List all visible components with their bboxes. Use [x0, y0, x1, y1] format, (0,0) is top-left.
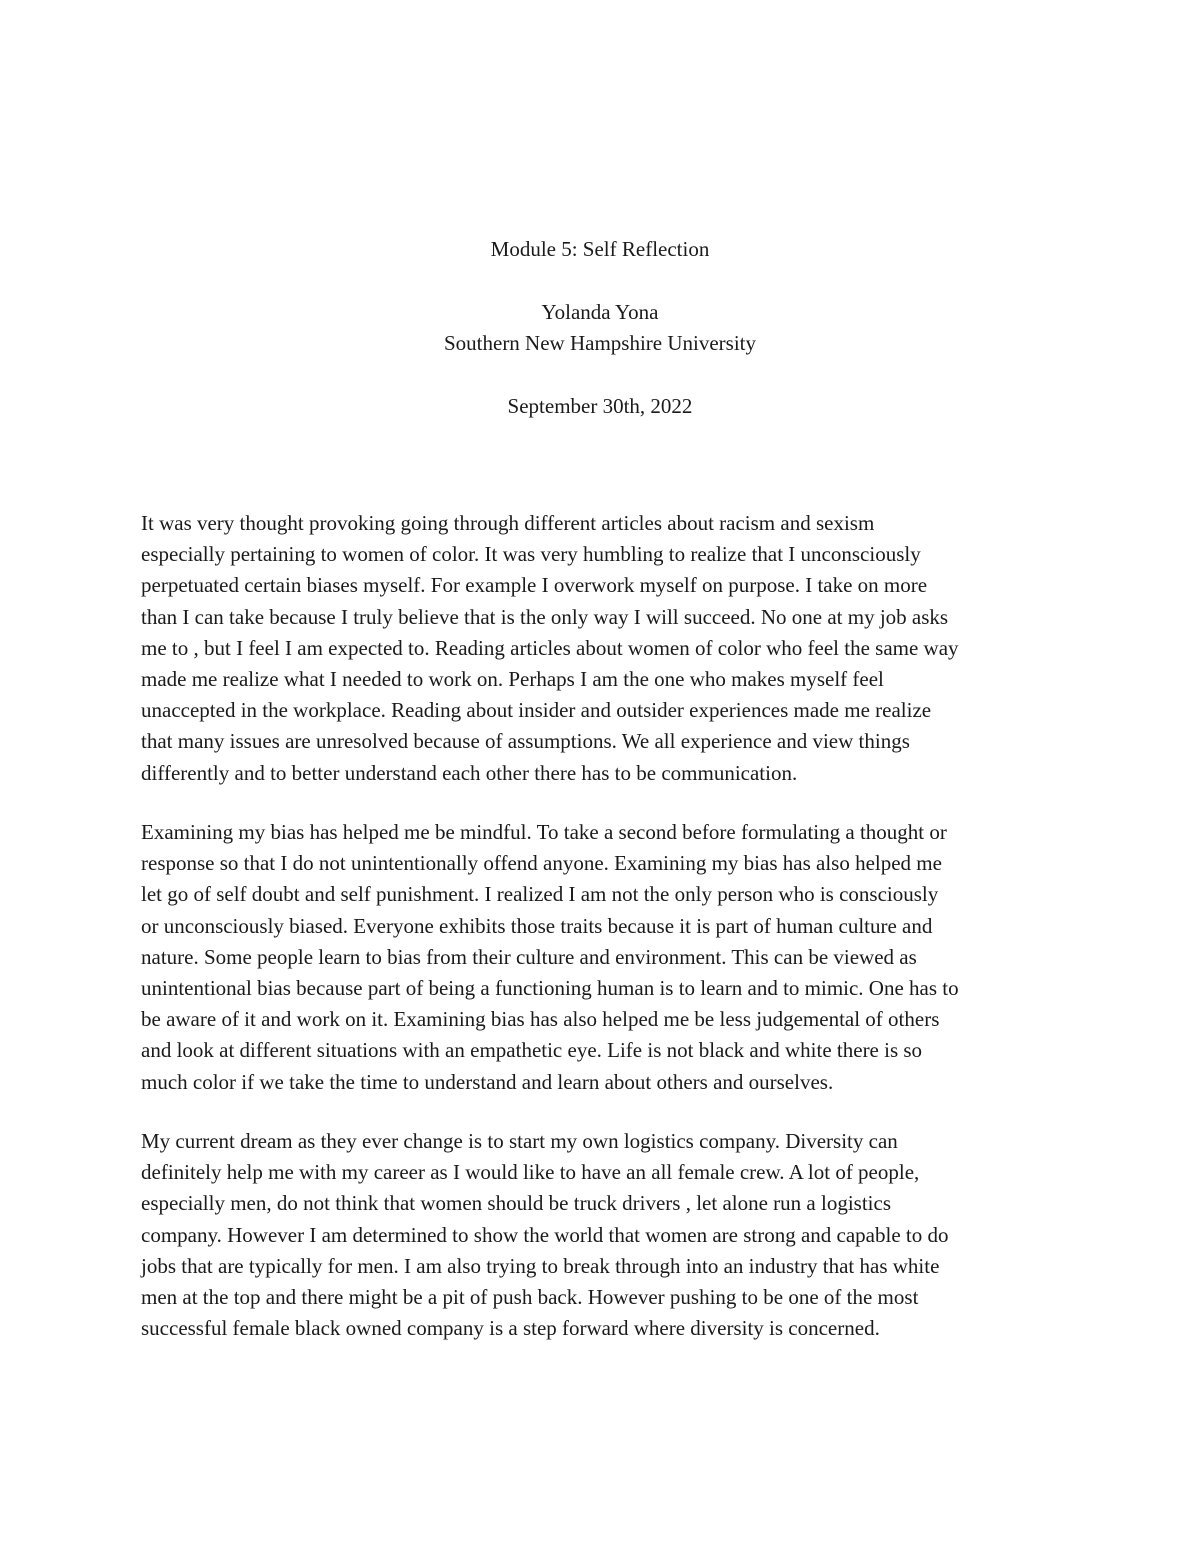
paragraph-line: than I can take because I truly believe that is the only way I will succeed. No one at my job asks	[141, 604, 949, 629]
paragraph-line: made me realize what I needed to work on. Perhaps I am the one who makes myself feel	[141, 667, 884, 692]
paragraph-3	[141, 1126, 1071, 1344]
author-name: Yolanda Yona	[541, 300, 659, 324]
paragraph-line: successful female black owned company is a step forward where diversity is concerned.	[141, 1316, 880, 1341]
paragraph-line: company. However I am determined to show the world that women are strong and capable to do	[141, 1222, 949, 1247]
paragraph-line: unaccepted in the workplace. Reading about insider and outsider experiences made me realize	[141, 698, 932, 723]
paragraph-line: It was very thought provoking going through different articles about racism and sexism	[141, 511, 875, 535]
paragraph-line: or unconsciously biased. Everyone exhibits those traits because it is part of human culture and	[141, 913, 933, 938]
paragraph-line: response so that I do not unintentionally offend anyone. Examining my bias has also helped me	[141, 851, 942, 876]
paragraph-line: jobs that are typically for men. I am also trying to break through into an industry that has white	[141, 1253, 940, 1278]
paragraph-line: let go of self doubt and self punishment. I realized I am not the only person who is consciously	[141, 882, 939, 907]
institution-name: Southern New Hampshire University	[443, 331, 757, 355]
paragraph-2	[141, 817, 1071, 1098]
paragraph-line: My current dream as they ever change is to start my own logistics company. Diversity can	[141, 1129, 898, 1153]
paragraph-line: differently and to better understand each other there has to be communication.	[141, 760, 798, 785]
paragraph-line: especially men, do not think that women should be truck drivers , let alone run a logistics	[141, 1191, 892, 1216]
paragraph-line: nature. Some people learn to bias from their culture and environment. This can be viewed as	[141, 944, 917, 969]
paragraph-line: especially pertaining to women of color. It was very humbling to realize that I unconsciously	[141, 542, 921, 567]
paragraph-line: men at the top and there might be a pit of push back. However pushing to be one of the most	[141, 1285, 919, 1310]
paragraph-line: definitely help me with my career as I would like to have an all female crew. A lot of people,	[141, 1160, 920, 1185]
paragraph-line: much color if we take the time to understand and learn about others and ourselves.	[141, 1069, 834, 1094]
document-title: Module 5: Self Reflection	[490, 237, 710, 261]
paragraph-line: unintentional bias because part of being a functioning human is to learn and to mimic. One has to	[141, 976, 959, 1001]
paragraph-line: be aware of it and work on it. Examining bias has also helped me be less judgemental of others	[141, 1007, 940, 1032]
document-date: September 30th, 2022	[507, 394, 693, 418]
paragraph-1	[141, 508, 1071, 789]
paragraph-line: and look at different situations with an empathetic eye. Life is not black and white there is so	[141, 1038, 923, 1063]
paragraph-line: me to , but I feel I am expected to. Reading articles about women of color who feel the same way	[141, 635, 959, 660]
paragraph-line: perpetuated certain biases myself. For example I overwork myself on purpose. I take on more	[141, 573, 928, 598]
paragraph-line: that many issues are unresolved because of assumptions. We all experience and view things	[141, 729, 910, 754]
paragraph-line: Examining my bias has helped me be mindful. To take a second before formulating a thought or	[141, 820, 947, 844]
